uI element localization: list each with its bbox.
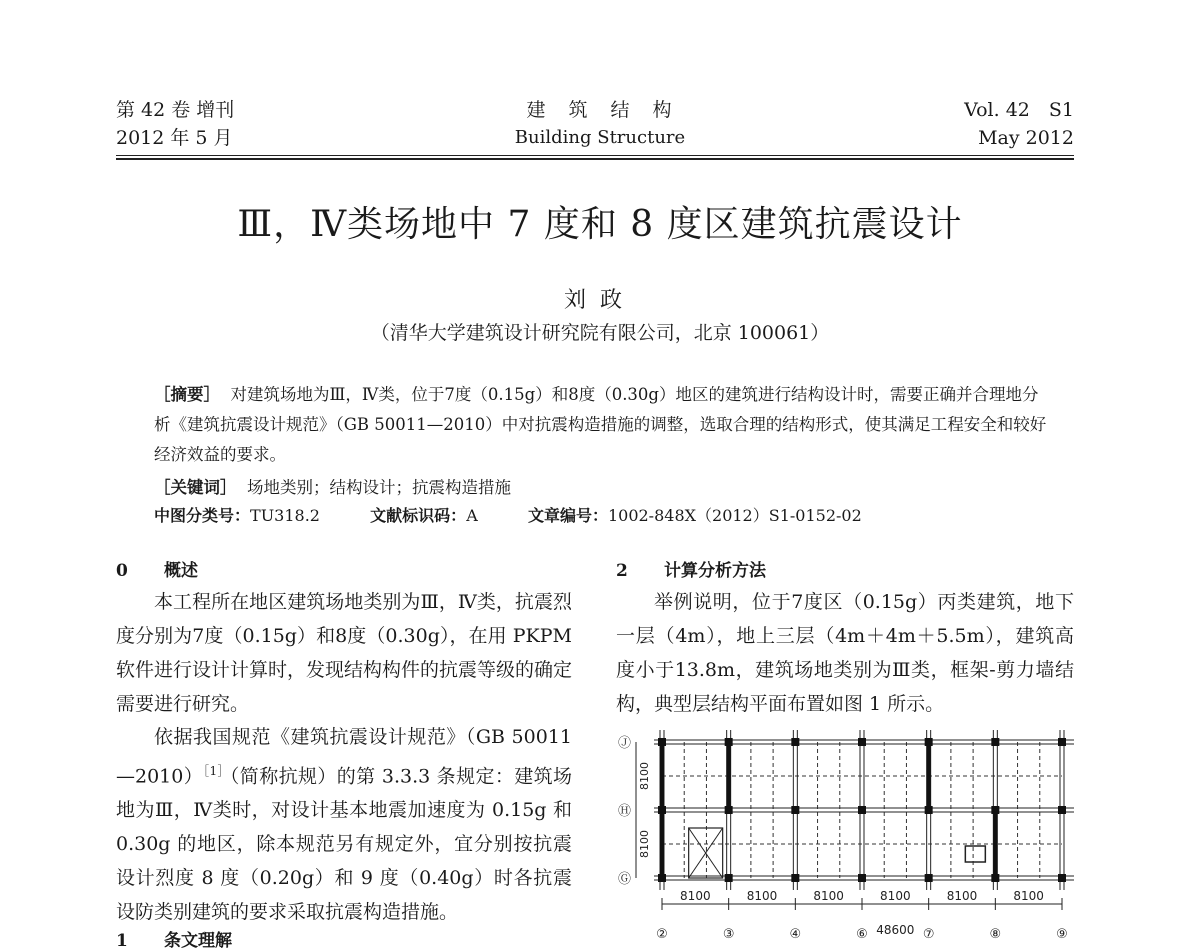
floor-plan-figure (612, 722, 1082, 950)
column (725, 806, 733, 814)
column-dimension-6: 8100 (1013, 889, 1044, 903)
section-0-heading (116, 556, 572, 581)
column (925, 806, 933, 814)
keywords-text: 场地类别；结构设计；抗震构造措施 (247, 478, 511, 497)
section-0-paragraph-1: 本工程所在地区建筑场地类别为Ⅲ，Ⅳ类，抗震烈度分别为7度（0.15g）和8度（0.30g），在用 PKPM 软件进行设计计算时，发现结构构件的抗震等级的确定需要进行研究。 (116, 591, 573, 715)
keywords-label: ［关键词］ (154, 478, 237, 497)
column (1058, 874, 1066, 882)
column (791, 738, 799, 746)
column-axis-label-2: ③ (722, 927, 735, 942)
column (858, 874, 866, 882)
abstract (154, 380, 1054, 470)
journal-volume: 第 42 卷 增刊 (116, 99, 235, 121)
column-axis-label-5: ⑦ (922, 927, 935, 942)
total-dimension: 48600 (876, 923, 915, 937)
row-dimension-2: 8100 (638, 830, 651, 858)
column-axis-label-3: ④ (789, 927, 802, 942)
row-axis-label-3: Ⓖ (618, 872, 632, 887)
section-1-number: 1 (116, 931, 128, 951)
column-axis-label-6: ⑧ (989, 927, 1002, 942)
column (725, 874, 733, 882)
floor-plan-labels (618, 736, 1068, 942)
column (658, 874, 666, 882)
section-0-number: 0 (116, 561, 128, 581)
row-axis-label-2: Ⓗ (618, 804, 632, 819)
column-axis-label-7: ⑨ (1056, 927, 1068, 942)
row-axis-label-1: Ⓙ (618, 736, 632, 751)
elevator-box (965, 846, 985, 862)
section-2-number: 2 (616, 561, 628, 581)
doc-code-label: 文献标识码： (370, 506, 467, 525)
column-dimension-3: 8100 (813, 889, 844, 903)
paper-title: Ⅲ，Ⅳ类场地中 7 度和 8 度区建筑抗震设计 (237, 204, 963, 245)
column (925, 738, 933, 746)
column-dimension-4: 8100 (880, 889, 911, 903)
header-rule-bottom (116, 158, 1074, 160)
column (1058, 738, 1066, 746)
keywords (154, 474, 511, 498)
column-axis-label-1: ② (656, 927, 668, 942)
column (991, 738, 999, 746)
column (791, 874, 799, 882)
section-2-heading (616, 556, 1074, 581)
journal-date-en: May 2012 (978, 127, 1074, 149)
floor-plan-grid (654, 730, 1074, 890)
column (925, 874, 933, 882)
citation-ref: ［1］ (203, 764, 230, 778)
header-rule-top (116, 155, 1074, 156)
author-name: 刘政 (563, 288, 636, 313)
s0-p2-part-a: 依据我国规范《建筑抗震设计规范》（GB 50011—2010） (116, 726, 572, 788)
clc-label: 中图分类号： (154, 506, 251, 525)
classification-line (154, 503, 862, 526)
column (725, 738, 733, 746)
column (658, 806, 666, 814)
section-1-heading (116, 926, 572, 951)
article-no-label: 文章编号： (527, 506, 608, 525)
column (858, 738, 866, 746)
abstract-label: ［摘要］ (154, 385, 220, 404)
s0-p2-part-b: （简称抗规）的第 3.3.3 条规定：建筑场地为Ⅲ，Ⅳ类时，对设计基本地震加速度为 0.15g 和 0.30g 的地区，除本规范另有规定外，宜分别按抗震设计烈度 8 度（0.20g）和 9 度（0.40g）时各抗震设防类别建筑的要求采取抗震构造措施。 (116, 765, 572, 924)
column (1058, 806, 1066, 814)
doc-code-value: A (466, 506, 478, 525)
article-no-value: 1002-848X（2012）S1-0152-02 (607, 506, 862, 525)
author-affiliation: （清华大学建筑设计研究院有限公司，北京 100061） (370, 322, 830, 344)
column-dimension-2: 8100 (746, 889, 778, 903)
row-dimension-1: 8100 (638, 762, 651, 790)
column-dimension-5: 8100 (946, 889, 978, 903)
section-1-title: 条文理解 (164, 931, 233, 951)
section-0-title: 概述 (164, 561, 199, 581)
column (791, 806, 799, 814)
column (858, 806, 866, 814)
journal-title-cn: 建 筑 结 构 (526, 99, 674, 121)
section-2-title: 计算分析方法 (664, 561, 767, 581)
column (991, 806, 999, 814)
journal-date: 2012 年 5 月 (116, 127, 233, 149)
column-dimension-1: 8100 (680, 889, 711, 903)
journal-title-en: Building Structure (514, 127, 686, 148)
column-axis-label-4: ⑥ (856, 927, 868, 942)
column (991, 874, 999, 882)
section-0-paragraph-2 (116, 720, 572, 929)
clc-value: TU318.2 (250, 506, 320, 525)
journal-vol-en: Vol. 42 S1 (964, 99, 1074, 121)
column (658, 738, 666, 746)
abstract-text: 对建筑场地为Ⅲ，Ⅳ类，位于7度（0.15g）和8度（0.30g）地区的建筑进行结构设计时，需要正确并合理地分析《建筑抗震设计规范》（GB 50011—2010）中对抗震构造措施的调整，选取合理的结构形式，使其满足工程安全和较好经济效益的要求。 (154, 385, 1047, 464)
section-2-paragraph-1: 举例说明，位于7度区（0.15g）丙类建筑，地下一层（4m），地上三层（4m＋4m＋5.5m），建筑高度小于13.8m，建筑场地类别为Ⅲ类，框架-剪力墙结构，典型层结构平面布置如图 1 所示。 (616, 591, 1074, 715)
